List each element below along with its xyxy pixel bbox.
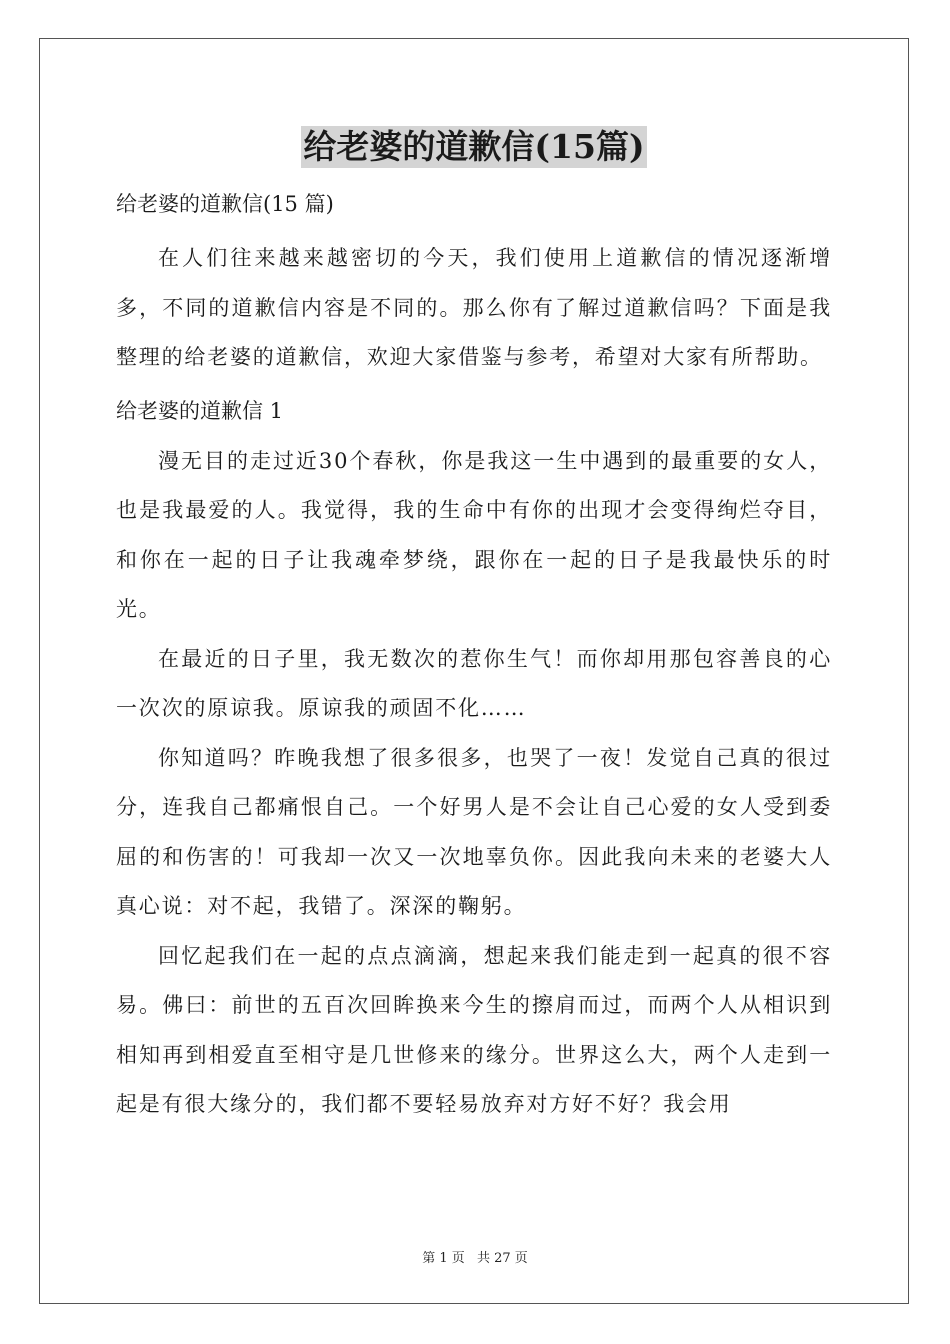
document-body xyxy=(116,120,832,1130)
title-container xyxy=(116,126,832,174)
body-paragraph: 在最近的日子里，我无数次的惹你生气！而你却用那包容善良的心一次次的原谅我。原谅我的顽固不化…… xyxy=(116,646,832,720)
intro-paragraph: 在人们往来越来越密切的今天，我们使用上道歉信的情况逐渐增多，不同的道歉信内容是不同的。那么你有了解过道歉信吗？下面是我整理的给老婆的道歉信，欢迎大家借鉴与参考，希望对大家有所帮助。 xyxy=(116,246,832,369)
body-paragraph: 漫无目的走过近30个春秋，你是我这一生中遇到的最重要的女人，也是我最爱的人。我觉得，我的生命中有你的出现才会变得绚烂夺目，和你在一起的日子让我魂牵梦绕，跟你在一起的日子是我最快乐的时光。 xyxy=(116,448,832,621)
page-number: 第 1 页 xyxy=(422,1251,465,1266)
page-footer xyxy=(0,1247,950,1266)
page-total: 共 27 页 xyxy=(476,1251,528,1266)
document-title: 给老婆的道歉信(15篇) xyxy=(303,127,645,166)
document-subtitle: 给老婆的道歉信(15 篇) xyxy=(116,192,334,216)
body-paragraph: 回忆起我们在一起的点点滴滴，想起来我们能走到一起真的很不容易。佛曰：前世的五百次回眸换来今生的擦肩而过，而两个人从相识到相知再到相爱直至相守是几世修来的缘分。世界这么大，两个人走到一起是有很大缘分的，我们都不要轻易放弃对方好不好？我会用 xyxy=(116,943,832,1116)
section-heading: 给老婆的道歉信 1 xyxy=(116,398,284,423)
body-paragraph: 你知道吗？昨晚我想了很多很多，也哭了一夜！发觉自己真的很过分，连我自己都痛恨自己。一个好男人是不会让自己心爱的女人受到委屈的和伤害的！可我却一次又一次地辜负你。因此我向未来的老婆大人真心说：对不起，我错了。深深的鞠躬。 xyxy=(116,745,832,918)
